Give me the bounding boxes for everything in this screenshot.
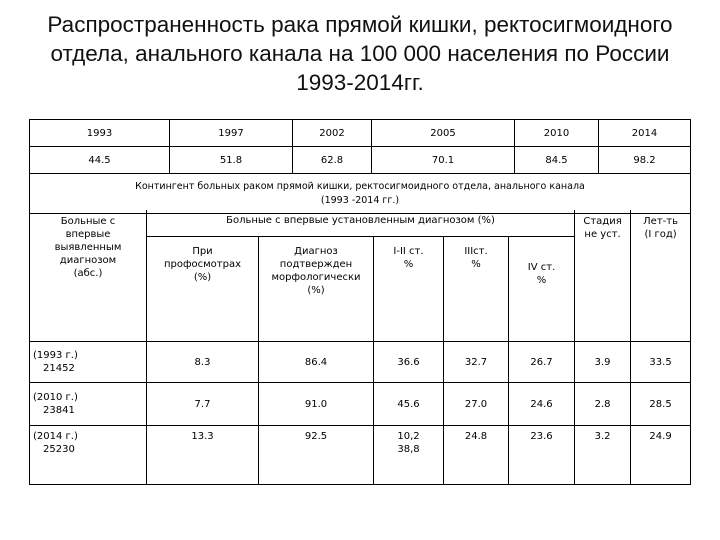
cell-stage-1-2: 45.6 [374, 383, 444, 426]
header-stage-3: IIIст. % [444, 237, 509, 342]
cell-morph: 92.5 [259, 426, 374, 485]
cell-prof: 7.7 [147, 383, 259, 426]
caption-line-1: Контингент больных раком прямой кишки, ректосигмоидного отдела, анального канала [135, 180, 585, 192]
cell-stage-unknown: 3.9 [575, 342, 631, 383]
title-line-2: отдела, анального канала на 100 000 населения по России [50, 41, 670, 66]
cell-stage-3: 24.8 [444, 426, 509, 485]
row-label: (1993 г.) 21452 [30, 342, 147, 383]
value-cell: 98.2 [599, 147, 691, 174]
value-cell: 44.5 [30, 147, 170, 174]
cell-prof: 13.3 [147, 426, 259, 485]
title-line-3: 1993-2014гг. [296, 70, 424, 95]
header-stage-4: IV ст. % [509, 237, 575, 342]
cell-mortality: 24.9 [631, 426, 691, 485]
header-stage-1-2: I-II ст. % [374, 237, 444, 342]
value-cell: 70.1 [372, 147, 515, 174]
title-line-1: Распространенность рака прямой кишки, ректосигмоидного [47, 12, 673, 37]
prevalence-table [29, 119, 691, 214]
cell-prof: 8.3 [147, 342, 259, 383]
cell-stage-4: 23.6 [509, 426, 575, 485]
header-morph: Диагноз подтвержден морфологически (%) [259, 237, 374, 342]
row-label: (2010 г.) 23841 [30, 383, 147, 426]
cell-morph: 86.4 [259, 342, 374, 383]
table-caption [30, 174, 691, 214]
cell-morph: 91.0 [259, 383, 374, 426]
table-row [30, 383, 691, 426]
value-cell: 84.5 [515, 147, 599, 174]
cell-stage-4: 24.6 [509, 383, 575, 426]
cell-stage-unknown: 3.2 [575, 426, 631, 485]
caption-line-2: (1993 -2014 гг.) [320, 194, 400, 206]
header-stage-unknown: Стадия не уст. [575, 210, 631, 342]
cell-stage-unknown: 2.8 [575, 383, 631, 426]
value-cell: 51.8 [170, 147, 293, 174]
row-label: (2014 г.) 25230 [30, 426, 147, 485]
year-cell: 2014 [599, 120, 691, 147]
cell-stage-3: 27.0 [444, 383, 509, 426]
year-cell: 1997 [170, 120, 293, 147]
year-cell: 2005 [372, 120, 515, 147]
year-row [30, 120, 691, 147]
table-row [30, 426, 691, 485]
cell-stage-1-2: 10,2 38,8 [374, 426, 444, 485]
value-row [30, 147, 691, 174]
header-first-column: Больные с впервые выявленным диагнозом (абс.) [30, 210, 147, 342]
cell-stage-3: 32.7 [444, 342, 509, 383]
header-prof: При профосмотрах (%) [147, 237, 259, 342]
value-cell: 62.8 [293, 147, 372, 174]
header-mortality: Лет-ть (I год) [631, 210, 691, 342]
year-cell: 2002 [293, 120, 372, 147]
year-cell: 1993 [30, 120, 170, 147]
slide-title [10, 10, 710, 97]
contingent-table [29, 210, 691, 485]
cell-stage-4: 26.7 [509, 342, 575, 383]
cell-stage-1-2: 36.6 [374, 342, 444, 383]
year-cell: 2010 [515, 120, 599, 147]
cell-mortality: 28.5 [631, 383, 691, 426]
table-row [30, 342, 691, 383]
header-group: Больные с впервые установленным диагнозом (%) [147, 210, 575, 237]
cell-mortality: 33.5 [631, 342, 691, 383]
